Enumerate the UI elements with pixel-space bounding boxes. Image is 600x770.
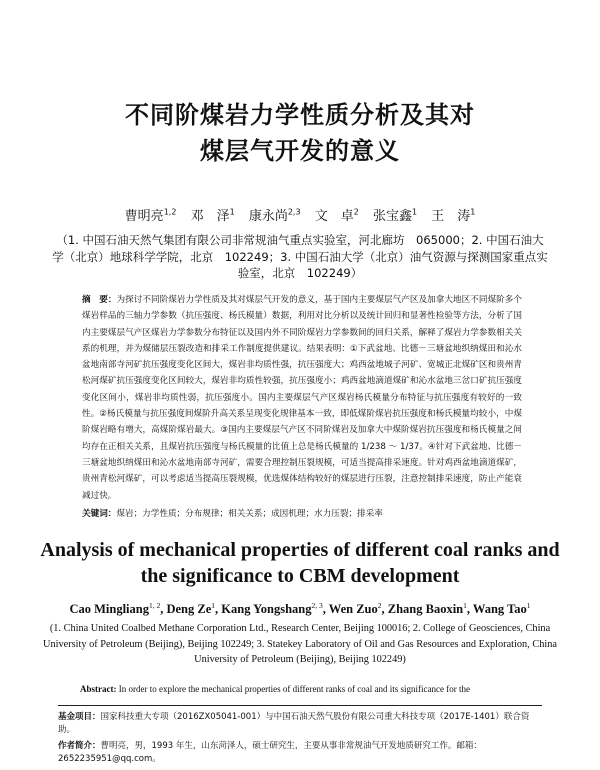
- title-cn-line2: 煤层气开发的意义: [200, 137, 400, 165]
- authors-en: Cao Mingliang$^{1, 2}$, Deng Ze$^1$, Kang Yongshang$^{2, 3}$, Wen Zuo$^2$, Zhang Baoxin$^1$, Wang Tao$^1$: [69, 601, 531, 617]
- footnote-author-bio: 作者简介：曹明亮，男，1993 年生，山东菏泽人，硕士研究生，主要从事非常规油气开发地质研究工作。邮箱：2652235951@qq.com。: [58, 741, 482, 764]
- abstract-cn-label: 摘 要：: [82, 295, 117, 305]
- author-en: Deng Ze$^1$: [166, 601, 216, 617]
- abstract-en: [80, 683, 528, 696]
- author-cn: 曹明亮$^{1,2}$: [124, 207, 177, 224]
- title-cn-line1: 不同阶煤岩力学性质分析及其对: [125, 101, 475, 129]
- abstract-cn-text: 为探讨不同阶煤岩力学性质及其对煤层气开发的意义，基于国内主要煤层气产区及加拿大地区不同煤阶多个煤岩样品的三轴力学参数（抗压强度、杨氏模量）数据，利用对比分析以及统计回归和显著性检验等方法，分析了国内主要煤层气产区煤岩力学参数分布特征以及国内外不同阶煤岩力学参数间的回归关系，解释了煤岩力学参数相关关系的机理，并为煤储层压裂改造和排采工作制度提供建议。结果表明：①下武盆地、比德－三塘盆地织纳煤田和沁水盆地南部寺河矿抗压强度变化区间大，煤岩非均质性强，抗压强度大；鸡西盆地城子河矿、宽城正北煤矿区和贵州青松河煤矿抗压强度变化区间较大，煤岩非均质性较强，抗压强度小；鸡西盆地滴道煤矿和沁水盆地三岔口矿抗压强度变化区间小，煤岩非均质性弱，抗压强度小。国内主要煤层气产区煤岩杨氏模量分布特征与抗压强度有较好的一致性。②杨氏模量与抗压强度间煤阶升高关系呈现变化规律基本一致，即低煤阶煤岩抗压强度和杨氏模量均较小，中煤阶煤岩略有增大，高煤阶煤岩最大。③国内主要煤层气产区不同阶煤岩及加拿大中煤阶煤岩抗压强度和杨氏模量之间均存在正相关关系，且煤岩抗压强度与杨氏模量的比值上总是杨氏模量的 1/238 ～ 1/37。④针对下武盆地、比德－三塘盆地织纳煤田和沁水盆地南部寺河矿，需要合理控制压裂规模，可适当提高排采速度。针对鸡西盆地滴道煤矿，贵州青松河煤矿，可以考虑适当提高压裂规模，优选煤体结构较好的煤层进行压裂，注意控制排采速度，防止产能衰减过快。: [82, 295, 522, 501]
- author-cn: 文 卓$^2$: [314, 207, 359, 224]
- keywords-cn: [82, 507, 522, 521]
- keywords-cn-label: 关键词：: [82, 509, 117, 519]
- affiliation-en: (1. China United Coalbed Methane Corporation Ltd., Research Center, Beijing 100016; 2. College of Geosciences, China University of Petroleum (Beijing), Beijing 102249; 3. Statekey Laboratory of Oil and Gas Resources and Exploration, China University of Petroleum (Beijing), Beijing 102249): [43, 623, 557, 665]
- title-en-line2: the significance to CBM development: [140, 565, 460, 587]
- author-en: Zhang Baoxin$^1$: [387, 601, 467, 617]
- keywords-cn-text: 煤岩；力学性质；分布规律；相关关系；成因机理；水力压裂；排采率: [116, 509, 383, 519]
- author-en: Kang Yongshang$^{2, 3}$: [221, 601, 323, 617]
- authors-cn: [0, 205, 600, 224]
- title-en-line1: Analysis of mechanical properties of different coal ranks and: [40, 539, 560, 561]
- footnotes: [58, 711, 542, 769]
- author-en: Wen Zuo$^2$: [328, 601, 382, 617]
- author-cn: 王 涛$^1$: [431, 207, 476, 224]
- footnote-funding: 基金项目：国家科技重大专项（2016ZX05041-001）与中国石油天然气股份有限公司重大科技专项（2017E-1401）联合资助。: [58, 712, 530, 735]
- author-cn: 邓 泽$^1$: [190, 207, 235, 224]
- author-en: Cao Mingliang$^{1, 2}$: [69, 601, 161, 617]
- abstract-cn: [82, 292, 522, 504]
- author-cn: 康永尚$^{2,3}$: [248, 207, 301, 224]
- abstract-en-text: In order to explore the mechanical properties of different ranks of coal and its significance for the: [118, 684, 470, 694]
- abstract-en-label: Abstract:: [80, 684, 117, 694]
- author-en: Wang Tao$^1$: [472, 601, 531, 617]
- affiliation-cn: （1. 中国石油天然气集团有限公司非常规油气重点实验室，河北廊坊 065000；2. 中国石油大学（北京）地球科学学院，北京 102249；3. 中国石油大学（北京）油气资源与探测国家重点实验室，北京 102249）: [52, 233, 548, 280]
- author-cn: 张宝鑫$^1$: [372, 207, 418, 224]
- footnote-divider: [58, 705, 542, 706]
